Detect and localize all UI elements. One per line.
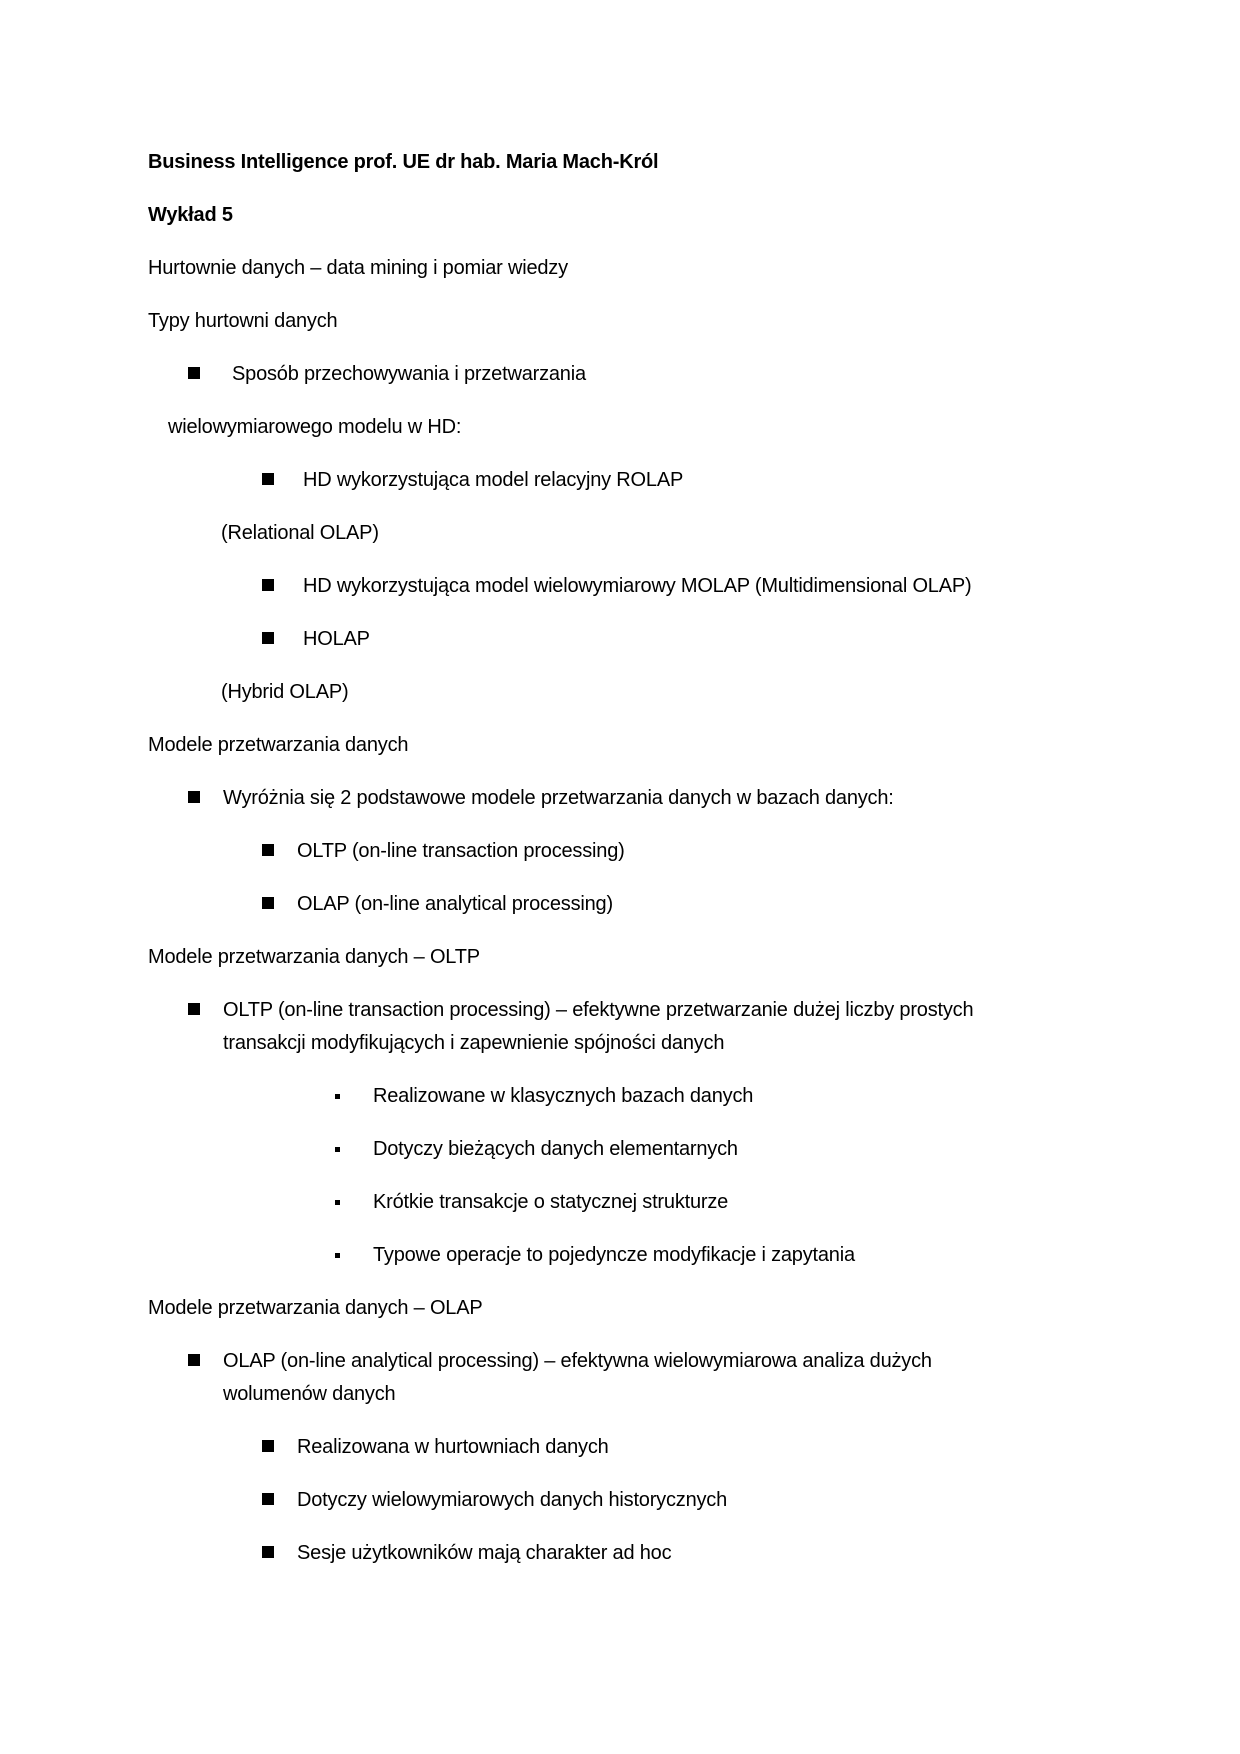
- oltp-item: Dotyczy bieżących danych elementarnych: [373, 1138, 738, 1160]
- oltp-item: Krótkie transakcje o statycznej strukturze: [373, 1191, 729, 1213]
- small-bullet-icon: [335, 1200, 340, 1205]
- olap-item: Dotyczy wielowymiarowych danych historycznych: [297, 1489, 728, 1511]
- oltp-bullet-line1: OLTP (on-line transaction processing) – efektywne przetwarzanie dużej liczby prostych: [223, 999, 974, 1021]
- small-bullet-icon: [335, 1147, 340, 1152]
- types-item-holap: HOLAP: [303, 628, 370, 650]
- square-bullet-icon: [262, 473, 274, 485]
- square-bullet-icon: [262, 1546, 274, 1558]
- section-heading-models: Modele przetwarzania danych: [148, 734, 409, 756]
- types-item-rolap-note: (Relational OLAP): [221, 522, 379, 544]
- oltp-item: Typowe operacje to pojedyncze modyfikacje i zapytania: [373, 1244, 855, 1266]
- square-bullet-icon: [262, 897, 274, 909]
- square-bullet-icon: [262, 1440, 274, 1452]
- models-item-oltp: OLTP (on-line transaction processing): [297, 840, 625, 862]
- square-bullet-icon: [262, 632, 274, 644]
- square-bullet-icon: [262, 1493, 274, 1505]
- types-item-molap: HD wykorzystująca model wielowymiarowy MOLAP (Multidimensional OLAP): [303, 575, 972, 597]
- types-bullet: Sposób przechowywania i przetwarzania: [232, 363, 586, 385]
- types-item-holap-note: (Hybrid OLAP): [221, 681, 349, 703]
- small-bullet-icon: [335, 1253, 340, 1258]
- olap-item: Realizowana w hurtowniach danych: [297, 1436, 609, 1458]
- oltp-bullet-line2: transakcji modyfikujących i zapewnienie spójności danych: [223, 1032, 725, 1054]
- models-bullet: Wyróżnia się 2 podstawowe modele przetwarzania danych w bazach danych:: [223, 787, 894, 809]
- square-bullet-icon: [188, 791, 200, 803]
- lecture-topic: Hurtownie danych – data mining i pomiar wiedzy: [148, 257, 568, 279]
- small-bullet-icon: [335, 1094, 340, 1099]
- oltp-item: Realizowane w klasycznych bazach danych: [373, 1085, 754, 1107]
- square-bullet-icon: [188, 367, 200, 379]
- square-bullet-icon: [262, 844, 274, 856]
- models-item-olap: OLAP (on-line analytical processing): [297, 893, 613, 915]
- square-bullet-icon: [262, 579, 274, 591]
- olap-bullet-line2: wolumenów danych: [223, 1383, 396, 1405]
- olap-item: Sesje użytkowników mają charakter ad hoc: [297, 1542, 672, 1564]
- section-heading-oltp: Modele przetwarzania danych – OLTP: [148, 946, 480, 968]
- lecture-number: Wykład 5: [148, 204, 233, 226]
- square-bullet-icon: [188, 1354, 200, 1366]
- section-heading-types: Typy hurtowni danych: [148, 310, 338, 332]
- types-item-rolap: HD wykorzystująca model relacyjny ROLAP: [303, 469, 684, 491]
- section-heading-olap: Modele przetwarzania danych – OLAP: [148, 1297, 483, 1319]
- types-bullet-continuation: wielowymiarowego modelu w HD:: [168, 416, 462, 438]
- olap-bullet-line1: OLAP (on-line analytical processing) – efektywna wielowymiarowa analiza dużych: [223, 1350, 932, 1372]
- document-title: Business Intelligence prof. UE dr hab. Maria Mach-Król: [148, 151, 659, 173]
- square-bullet-icon: [188, 1003, 200, 1015]
